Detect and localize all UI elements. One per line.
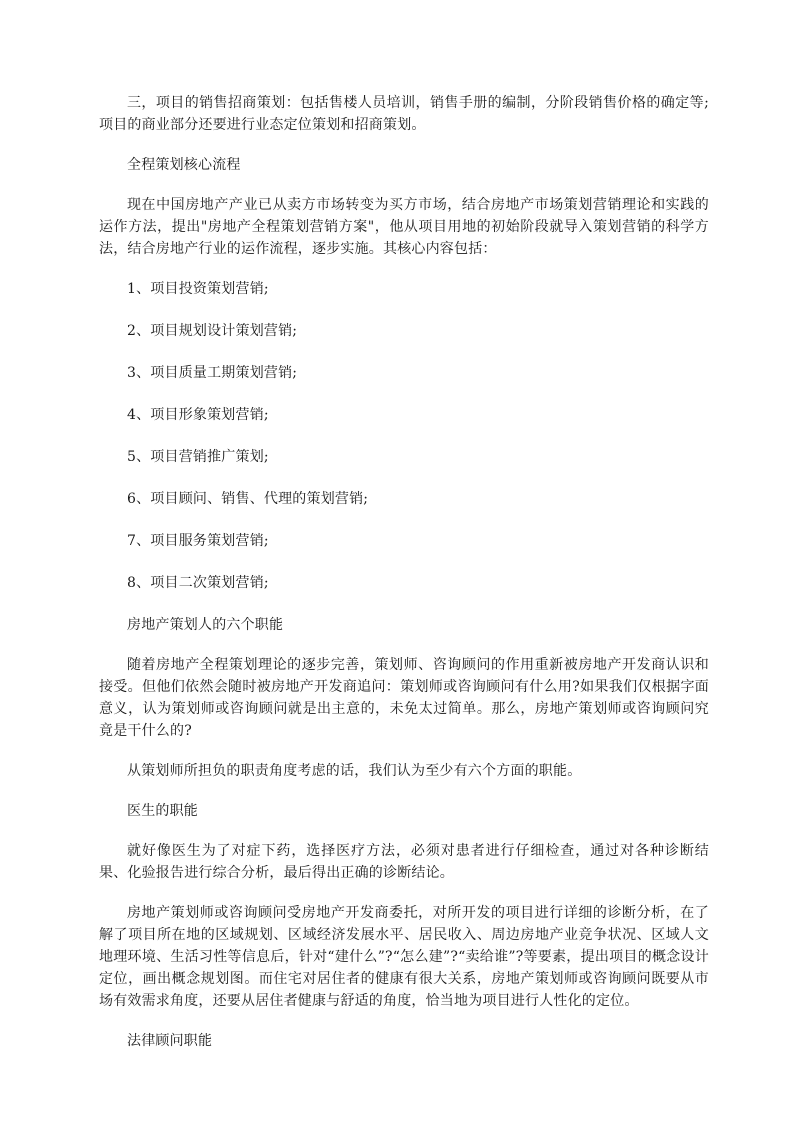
list-item-2: 2、项目规划设计策划营销; bbox=[127, 323, 298, 339]
section-heading-six-functions: 房地产策划人的六个职能 bbox=[127, 617, 284, 633]
list-item-1: 1、项目投资策划营销; bbox=[127, 281, 269, 297]
list-item-5: 5、项目营销推广策划; bbox=[127, 449, 269, 465]
section-heading-legal-advisor: 法律顾问职能 bbox=[127, 1033, 213, 1049]
list-item-6: 6、项目顾问、销售、代理的策划营销; bbox=[127, 491, 369, 507]
paragraph-diagnosis-detail: 房地产策划师或咨询顾问受房地产开发商委托，对所开发的项目进行详细的诊断分析，在了解了项目所在地的区域规划、区域经济发展水平、居民收入、周边房地产业竞争状况、区域人文地理环境、生活习性等信息后，针对“建什么”?“怎么建”?“卖给谁”?等要素，提出项目的概念设计定位，画出概念规划图。而住宅对居住者的健康有很大关系，房地产策划师或咨询顾问既要从市场有效需求角度，还要从居住者健康与舒适的角度，恰当地为项目进行人性化的定位。 bbox=[99, 905, 709, 1009]
list-item-4: 4、项目形象策划营销; bbox=[127, 407, 269, 423]
section-heading-core-process: 全程策划核心流程 bbox=[127, 157, 241, 173]
list-item-7: 7、项目服务策划营销; bbox=[127, 533, 269, 549]
paragraph-sales-planning: 三，项目的销售招商策划：包括售楼人员培训，销售手册的编制，分阶段销售价格的确定等;项目的商业部分还要进行业态定位策划和招商策划。 bbox=[99, 95, 709, 133]
document-body bbox=[99, 92, 709, 1070]
paragraph-planner-role: 随着房地产全程策划理论的逐步完善，策划师、咨询顾问的作用重新被房地产开发商认识和接受。但他们依然会随时被房地产开发商追问：策划师或咨询顾问有什么用?如果我们仅根据字面意义，认为策划师或咨询顾问就是出主意的，未免太过简单。那么，房地产策划师或咨询顾问究竟是干什么的? bbox=[99, 657, 709, 739]
paragraph-six-aspects: 从策划师所担负的职责角度考虑的话，我们认为至少有六个方面的职能。 bbox=[127, 763, 582, 779]
paragraph-market-shift: 现在中国房地产产业已从卖方市场转变为买方市场，结合房地产市场策划营销理论和实践的运作方法，提出"房地产全程策划营销方案"，他从项目用地的初始阶段就导入策划营销的科学方法，结合房地产行业的运作流程，逐步实施。其核心内容包括： bbox=[99, 197, 709, 257]
section-heading-doctor-function: 医生的职能 bbox=[127, 803, 198, 819]
list-item-8: 8、项目二次策划营销; bbox=[127, 575, 269, 591]
list-item-3: 3、项目质量工期策划营销; bbox=[127, 365, 298, 381]
paragraph-doctor-analogy: 就好像医生为了对症下药，选择医疗方法，必须对患者进行仔细检查，通过对各种诊断结果、化验报告进行综合分析，最后得出正确的诊断结论。 bbox=[99, 843, 709, 881]
